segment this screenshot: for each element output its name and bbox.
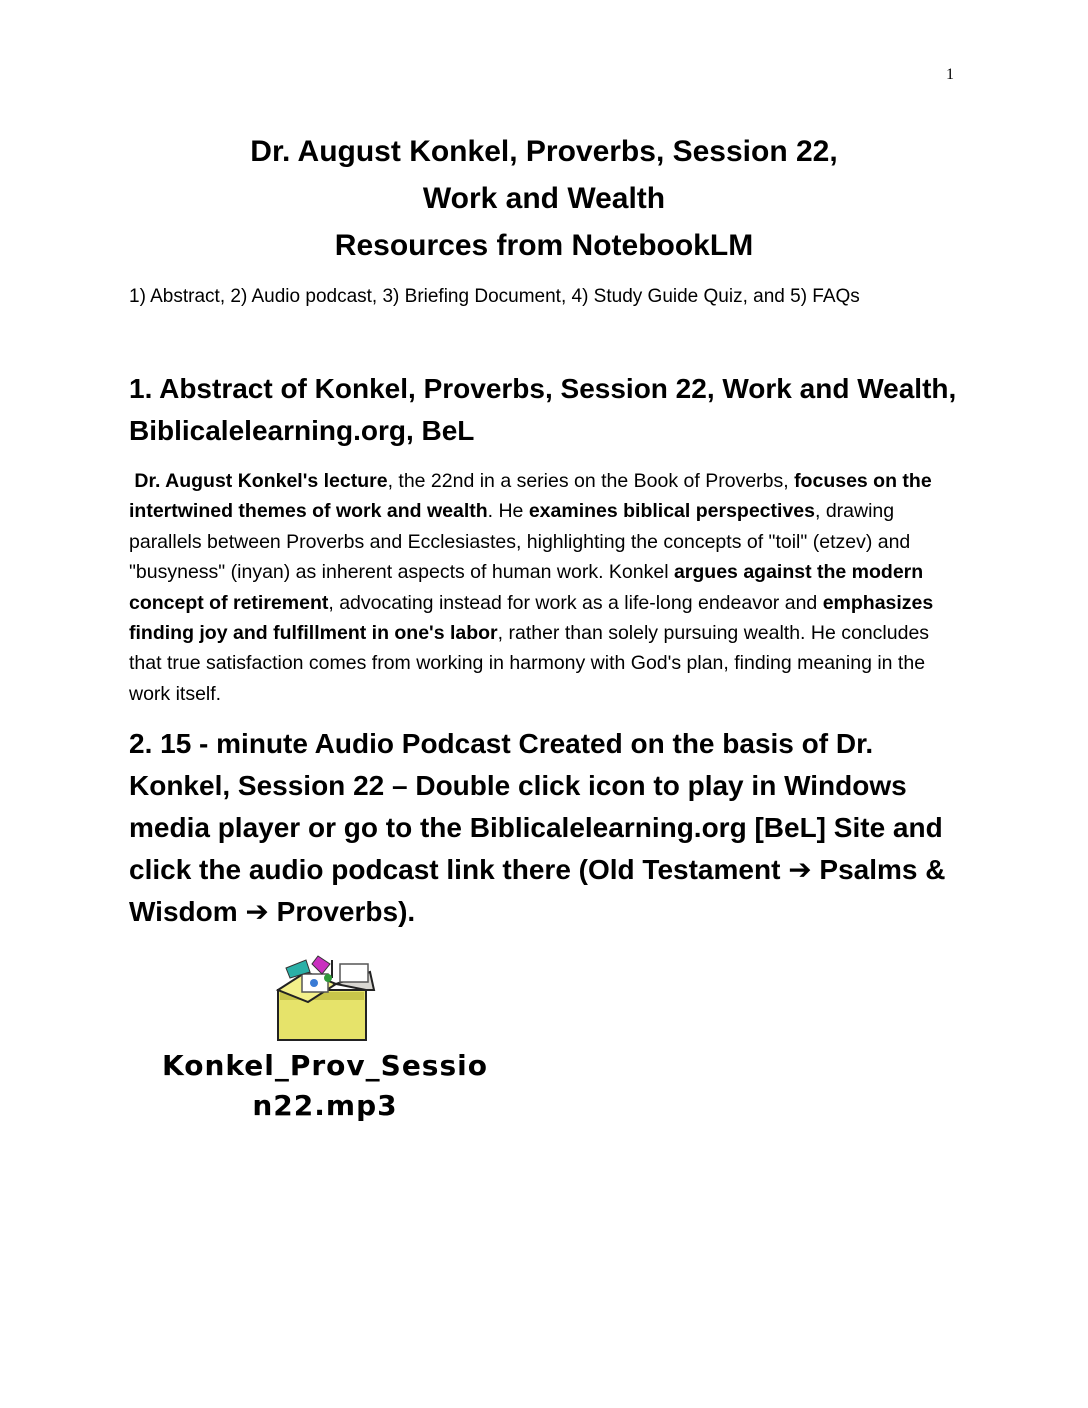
abstract-paragraph bbox=[129, 466, 959, 709]
abstract-text-5: , rather than solely pursuing wealth. He concludes that true satisfaction comes from working in harmony with God's plan, finding meaning in the work itself. bbox=[129, 622, 930, 705]
attachment-filename[interactable] bbox=[130, 1046, 520, 1126]
section-2-text-3: Proverbs). bbox=[268, 896, 416, 927]
resource-list: 1) Abstract, 2) Audio podcast, 3) Briefing Document, 4) Study Guide Quiz, and 5) FAQs bbox=[129, 286, 860, 307]
section-2-heading bbox=[129, 723, 959, 933]
abstract-text-4: , advocating instead for work as a life-long endeavor and bbox=[328, 591, 823, 614]
page-number: 1 bbox=[946, 66, 954, 83]
title-line-1: Dr. August Konkel, Proverbs, Session 22, bbox=[250, 135, 838, 168]
abstract-text-3: , drawing parallels between Proverbs and Ecclesiastes, highlighting the concepts of "toil" (etzev) and "busyness" (inyan) as inherent aspects of human work. Konkel bbox=[129, 500, 911, 584]
abstract-text-2: . He bbox=[487, 500, 529, 523]
abstract-bold-2: focuses on the intertwined themes of work and wealth bbox=[129, 470, 932, 523]
abstract-bold-3: examines biblical perspectives bbox=[528, 500, 815, 523]
filename-line-2: n22.mp3 bbox=[252, 1089, 398, 1122]
document-title bbox=[0, 128, 1088, 269]
abstract-bold-5: emphasizes finding joy and fulfillment in one's labor bbox=[129, 591, 934, 645]
abstract-bold-1: Dr. August Konkel's lecture bbox=[134, 470, 388, 492]
section-2-text-1: 2. 15 - minute Audio Podcast Created on the basis of Dr. Konkel, Session 22 – Double click icon to play in Windows media player or go to the Biblicalelearning.org [BeL] Site and click the audio podcast link there (Old Testament bbox=[129, 728, 943, 885]
title-line-3: Resources from NotebookLM bbox=[334, 229, 754, 262]
package-icon[interactable] bbox=[266, 950, 386, 1046]
abstract-text-1: , the 22nd in a series on the Book of Proverbs, bbox=[387, 470, 795, 492]
section-1-heading: 1. Abstract of Konkel, Proverbs, Session 22, Work and Wealth, Biblicalelearning.org, BeL bbox=[129, 373, 957, 446]
arrow-icon: ➔ bbox=[245, 896, 269, 927]
title-line-2: Work and Wealth bbox=[422, 182, 666, 215]
arrow-icon: ➔ bbox=[788, 854, 812, 885]
filename-line-1: Konkel_Prov_Sessio bbox=[162, 1049, 488, 1082]
section-2-text-2: Psalms & Wisdom bbox=[129, 854, 946, 927]
abstract-bold-4: argues against the modern concept of retirement bbox=[129, 561, 924, 614]
